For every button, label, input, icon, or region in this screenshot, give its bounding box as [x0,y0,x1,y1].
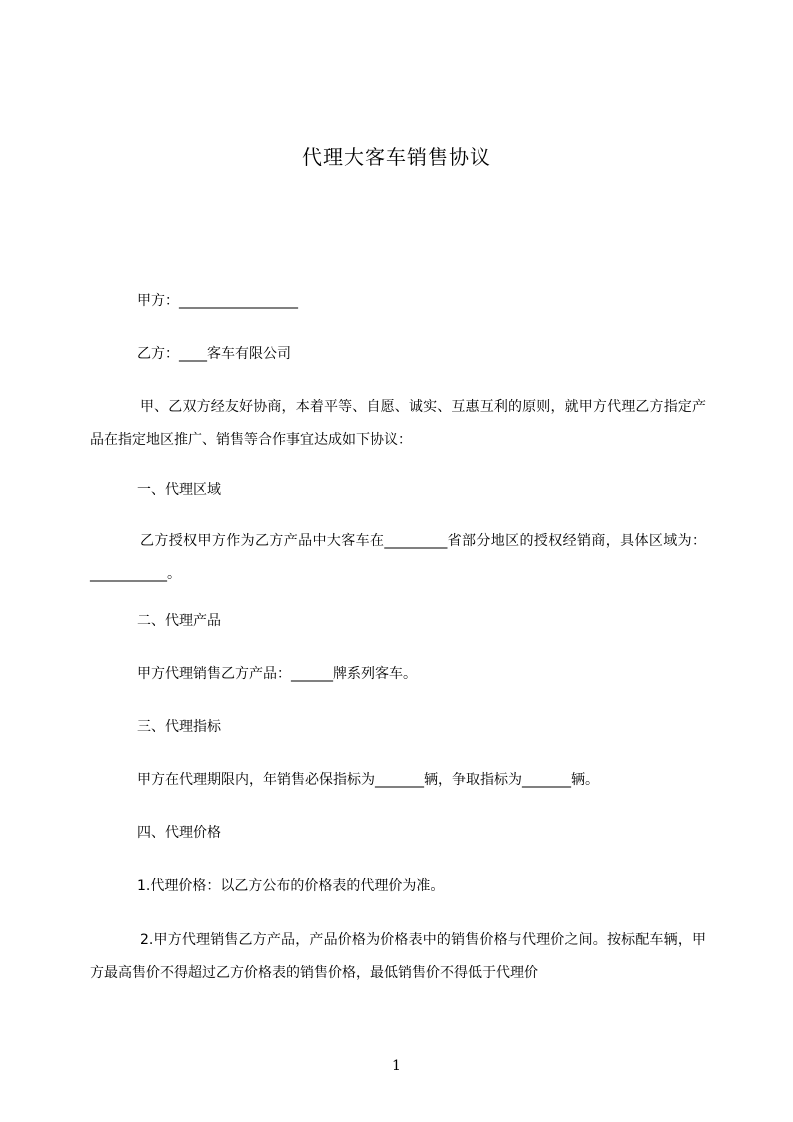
section-3-heading: 三、代理指标 [137,719,221,735]
section-3-body: 甲方在代理期限内，年销售必保指标为_______辆，争取指标为_______辆。 [137,772,599,788]
intro-paragraph: 甲、乙双方经友好协商，本着平等、自愿、诚实、互惠互利的原则，就甲方代理乙方指定产品在指定地区推广、销售等合作事宜达成如下协议： [90,399,706,448]
section-1-body: 乙方授权甲方作为乙方产品中大客车在_________省部分地区的授权经销商，具体区域为：___________。 [90,533,706,582]
section-4-heading: 四、代理价格 [137,825,221,841]
document-title: 代理大客车销售协议 [302,145,491,169]
page-number: 1 [392,1058,401,1074]
party-a-line: 甲方：_________________ [137,293,298,309]
party-b-line: 乙方：____客车有限公司 [137,346,291,362]
section-4-item-2: 2.甲方代理销售乙方产品，产品价格为价格表中的销售价格与代理价之间。按标配车辆，甲方最高售价不得超过乙方价格表的销售价格，最低销售价不得低于代理价 [90,932,706,981]
section-4-item-1: 1.代理价格：以乙方公布的价格表的代理价为准。 [137,878,445,894]
section-2-heading: 二、代理产品 [137,613,221,629]
section-2-body: 甲方代理销售乙方产品：______牌系列客车。 [137,666,417,682]
section-1-heading: 一、代理区域 [137,482,221,498]
